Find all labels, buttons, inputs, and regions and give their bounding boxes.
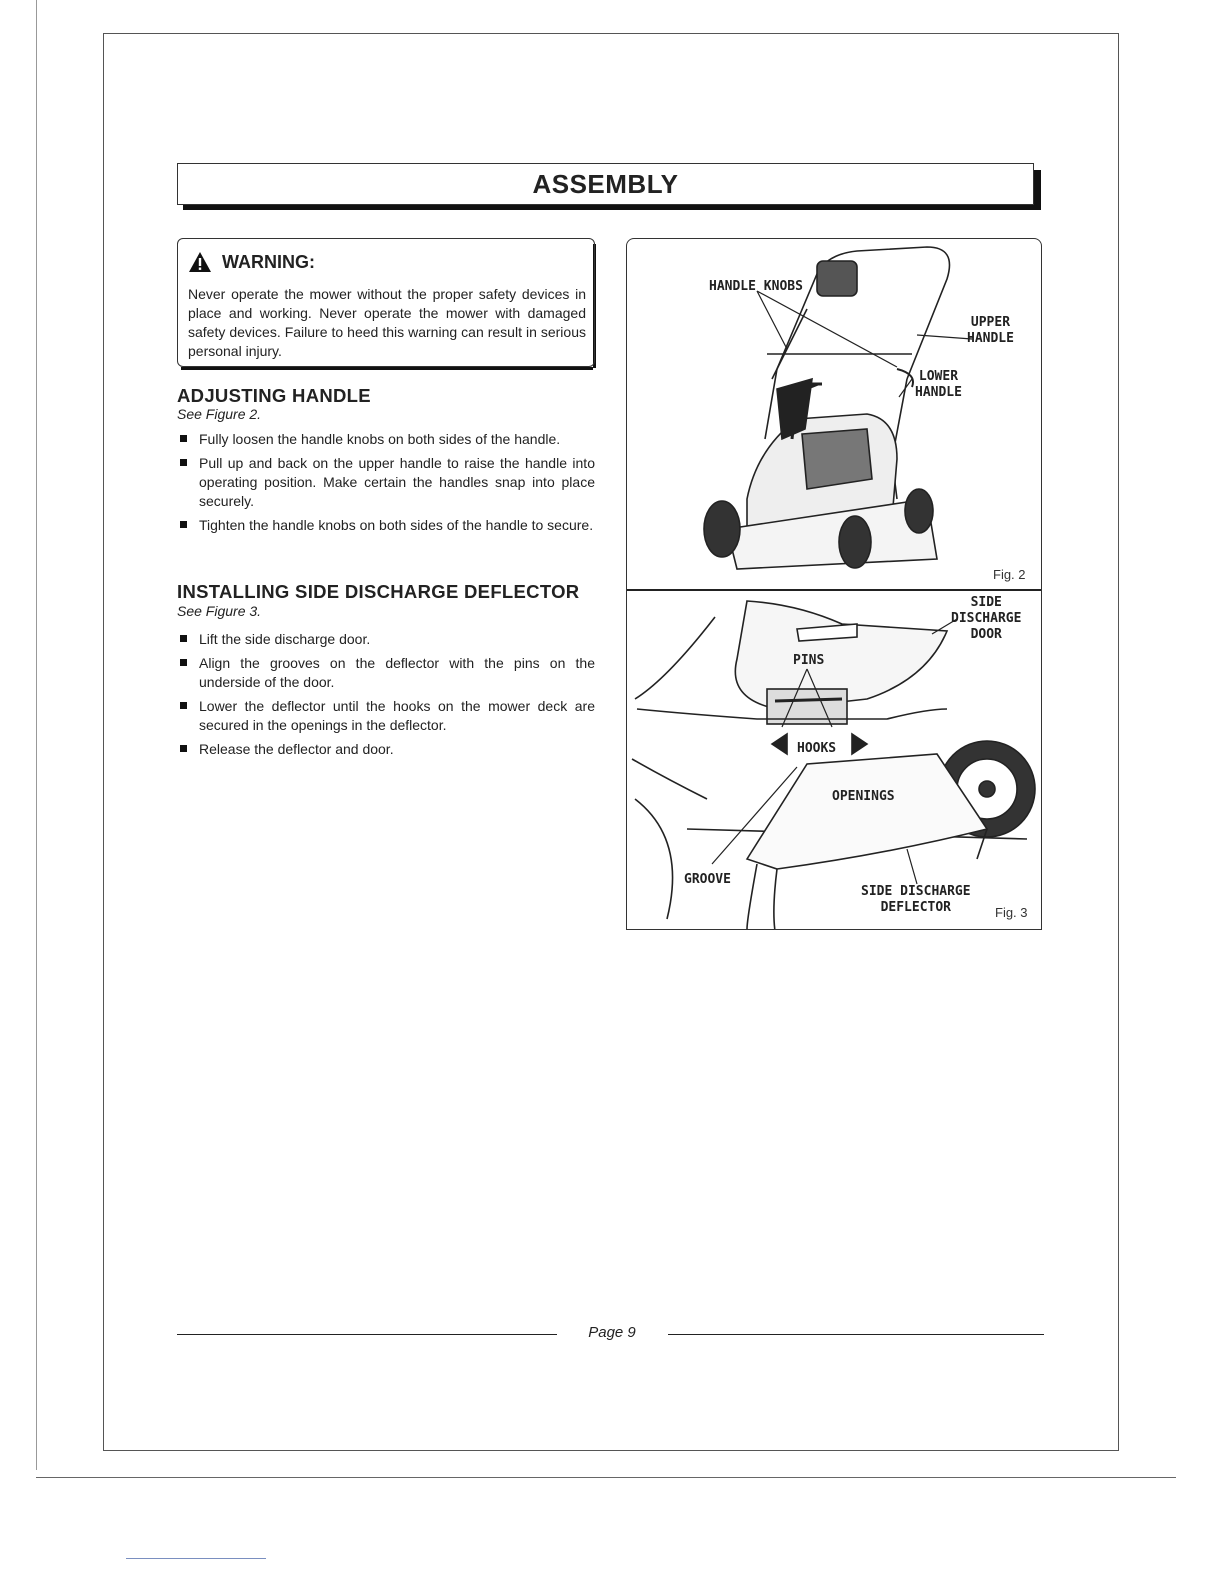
list-item: Align the grooves on the deflector with the pins on the underside of the door. <box>177 654 595 692</box>
deflector-heading: INSTALLING SIDE DISCHARGE DEFLECTOR <box>177 581 580 602</box>
adjusting-handle-heading: ADJUSTING HANDLE <box>177 385 371 406</box>
label-lower-handle: LOWER HANDLE <box>915 369 962 400</box>
warning-text: Never operate the mower without the proper safety devices in place and working. Never operate the mower with damaged safety devices. Failure to heed this warning can result in serious personal injury. <box>188 286 586 359</box>
title-shadow-right <box>1034 170 1041 210</box>
list-item: Lift the side discharge door. <box>177 630 595 649</box>
warning-shadow <box>181 367 593 370</box>
list-item: Fully loosen the handle knobs on both sides of the handle. <box>177 430 595 449</box>
scan-mark <box>126 1558 266 1559</box>
title-shadow <box>183 205 1041 210</box>
section-title-bar <box>177 163 1034 205</box>
label-hooks: HOOKS <box>797 741 837 756</box>
scan-edge-line <box>36 0 37 1470</box>
figures-panel <box>626 238 1042 930</box>
warning-box <box>177 238 595 367</box>
scan-bottom-line <box>36 1477 1176 1478</box>
label-side-discharge-deflector: SIDE DISCHARGE DEFLECTOR <box>861 884 971 915</box>
section-title: ASSEMBLY <box>532 169 679 199</box>
footer-rule-right <box>668 1334 1044 1335</box>
list-item: Lower the deflector until the hooks on the mower deck are secured in the openings in the deflector. <box>177 697 595 735</box>
warning-triangle-icon <box>188 251 212 273</box>
adjusting-steps <box>177 430 595 540</box>
warning-header <box>188 251 315 273</box>
label-side-discharge-door: SIDE DISCHARGE DOOR <box>951 595 1022 642</box>
footer-rule-left <box>177 1334 557 1335</box>
label-groove: GROOVE <box>684 872 731 887</box>
adjusting-see-figure: See Figure 2. <box>177 406 262 422</box>
deflector-steps <box>177 630 595 764</box>
label-openings: OPENINGS <box>832 789 895 804</box>
figure-3-number: Fig. 3 <box>995 905 1028 920</box>
page-number: Page 9 <box>588 1324 636 1341</box>
label-pins: PINS <box>793 653 825 668</box>
figure-divider <box>627 589 1041 591</box>
label-handle-knobs: HANDLE KNOBS <box>709 279 803 294</box>
list-item: Pull up and back on the upper handle to raise the handle into operating position. Make certain the handles snap into place securely. <box>177 454 595 511</box>
warning-label: WARNING: <box>222 251 315 272</box>
label-upper-handle: UPPER HANDLE <box>967 315 1014 346</box>
list-item: Tighten the handle knobs on both sides of the handle to secure. <box>177 516 595 535</box>
list-item: Release the deflector and door. <box>177 740 595 759</box>
deflector-see-figure: See Figure 3. <box>177 603 262 619</box>
figure-2-number: Fig. 2 <box>993 567 1026 582</box>
